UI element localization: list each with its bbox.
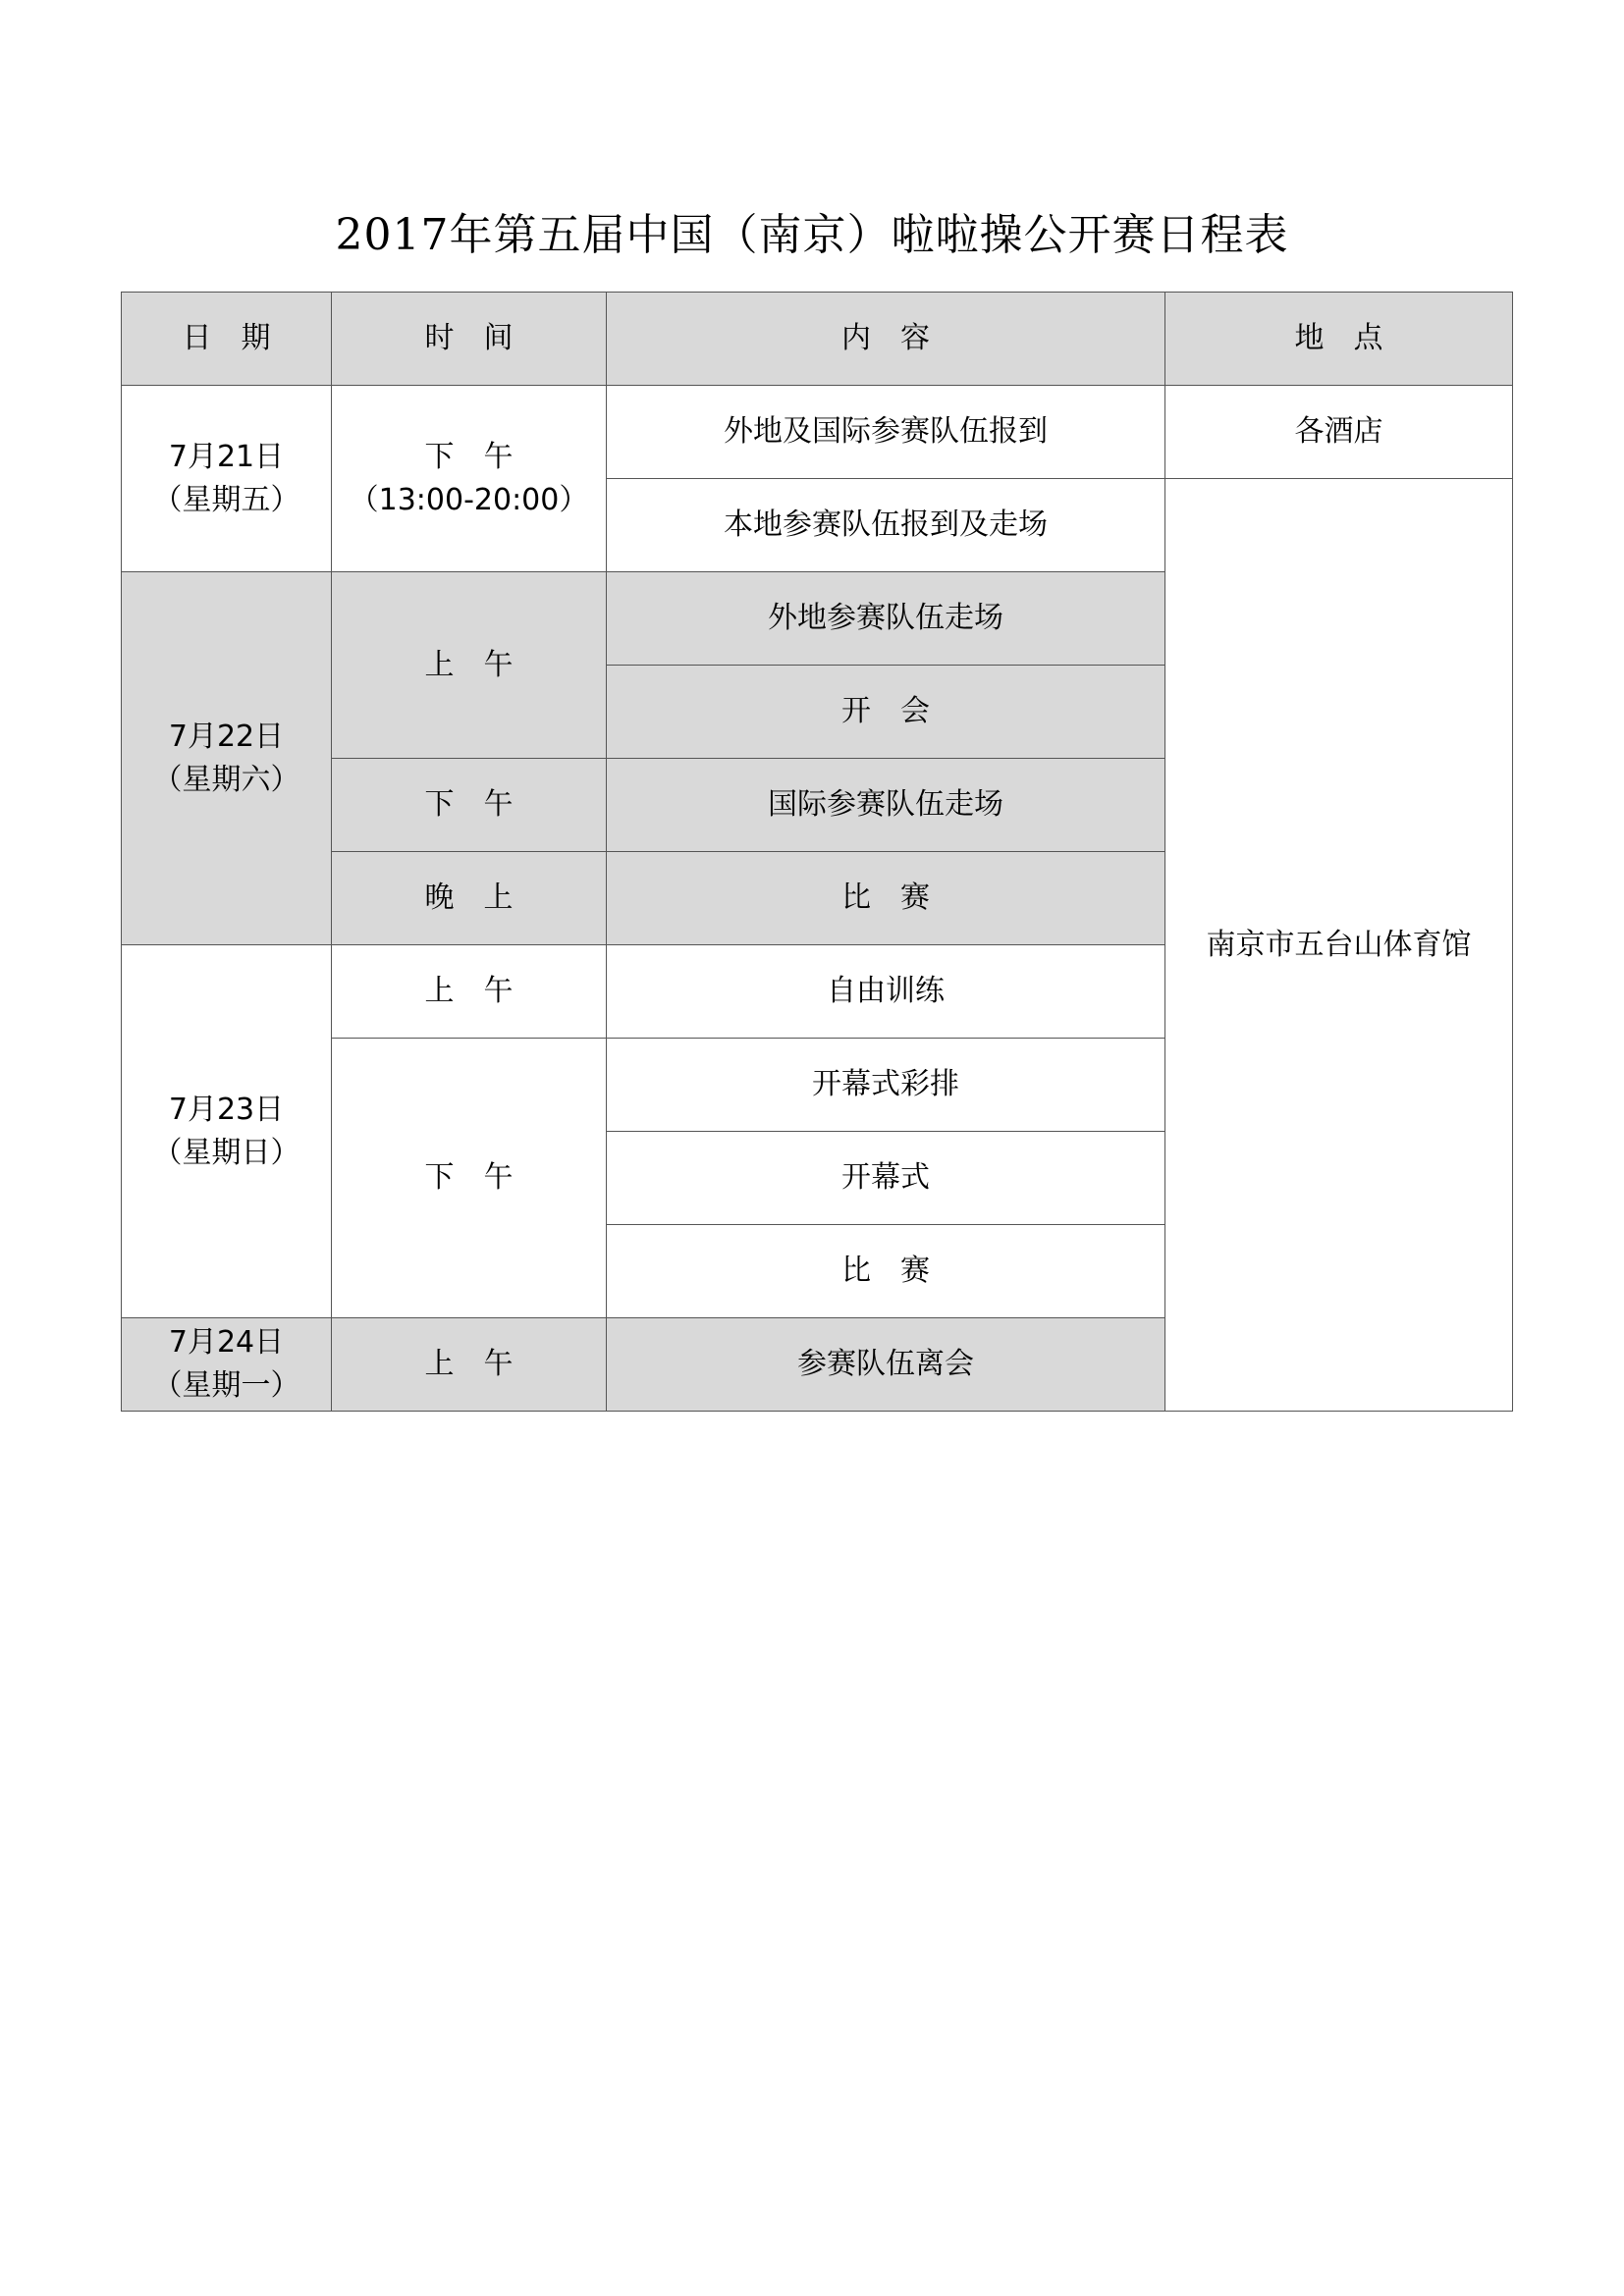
table-row [122,386,1513,479]
content-cell: 比 赛 [607,1225,1165,1318]
content-cell: 本地参赛队伍报到及走场 [607,479,1165,572]
weekday-text: （星期六） [152,762,300,797]
time-cell: 上 午 [332,572,607,759]
content-cell: 开幕式彩排 [607,1039,1165,1132]
time-cell: 上 午 [332,945,607,1039]
content-cell: 开 会 [607,666,1165,759]
content-cell: 比 赛 [607,852,1165,945]
weekday-text: （星期一） [152,1368,300,1403]
venue-cell-gym: 南京市五台山体育馆 [1165,479,1513,1412]
venue-cell-hotel: 各酒店 [1165,386,1513,479]
date-text: 7月21日 [168,439,285,474]
time-text: 下 午 [424,439,514,474]
header-venue: 地 点 [1165,293,1513,386]
content-cell: 外地参赛队伍走场 [607,572,1165,666]
content-cell: 自由训练 [607,945,1165,1039]
date-cell [122,1318,332,1412]
page-title: 2017年第五届中国（南京）啦啦操公开赛日程表 [335,210,1289,260]
header-time: 时 间 [332,293,607,386]
content-cell: 外地及国际参赛队伍报到 [607,386,1165,479]
date-text: 7月23日 [168,1092,285,1127]
table-header-row [122,293,1513,386]
time-cell: 下 午 [332,759,607,852]
header-content: 内 容 [607,293,1165,386]
content-cell: 国际参赛队伍走场 [607,759,1165,852]
time-cell: 下 午 [332,1039,607,1318]
time-cell: 上 午 [332,1318,607,1412]
date-cell [122,386,332,572]
date-cell [122,945,332,1318]
time-range-text: （13:00-20:00） [349,482,589,517]
content-cell: 开幕式 [607,1132,1165,1225]
time-cell [332,386,607,572]
weekday-text: （星期五） [152,482,300,517]
content-cell: 参赛队伍离会 [607,1318,1165,1412]
header-date: 日 期 [122,293,332,386]
date-text: 7月22日 [168,719,285,754]
weekday-text: （星期日） [152,1135,300,1170]
date-cell [122,572,332,945]
date-text: 7月24日 [168,1325,285,1360]
time-cell: 晚 上 [332,852,607,945]
schedule-table [121,292,1513,1412]
